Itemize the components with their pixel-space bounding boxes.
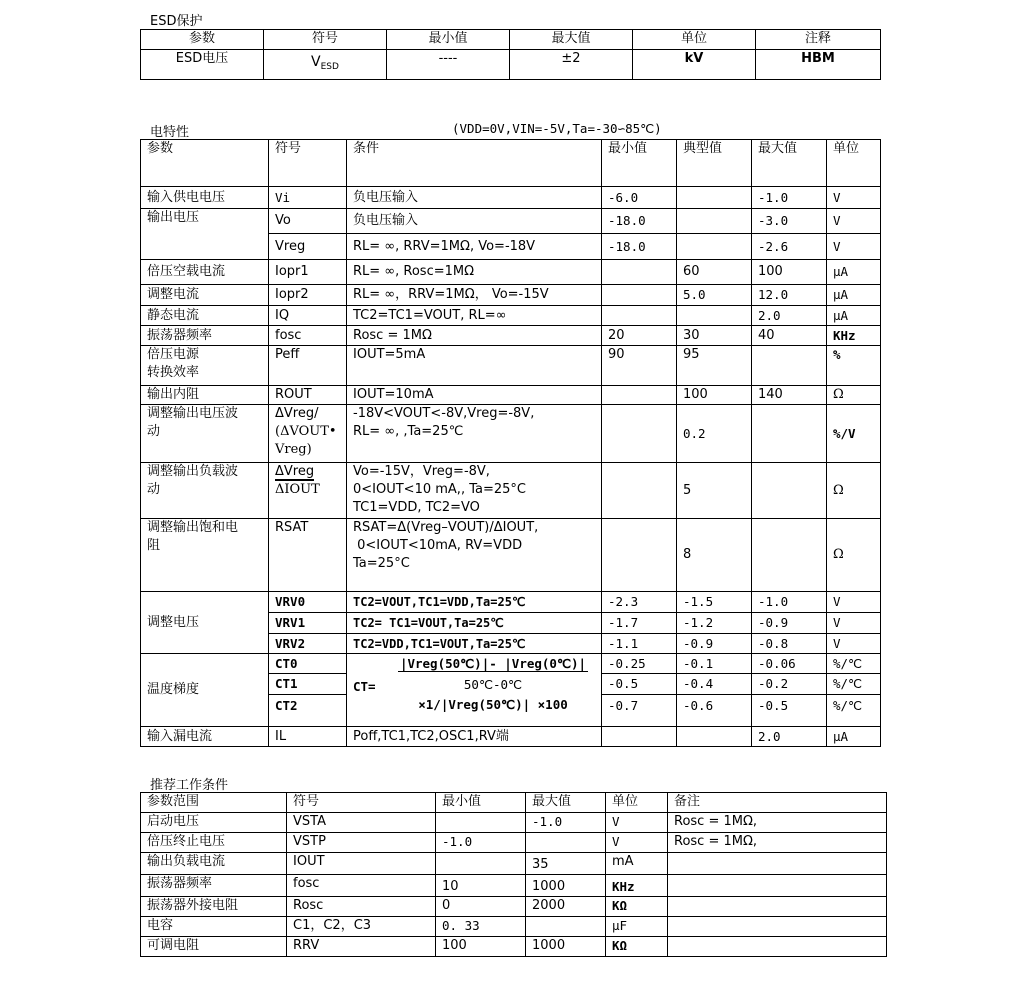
row-unit: V [827, 592, 881, 613]
table-row [141, 405, 881, 463]
row-typ [677, 234, 752, 260]
recommended-table [140, 792, 887, 957]
row-typ: -0.4 [677, 674, 752, 695]
elec-header-min: 最小值 [602, 140, 677, 187]
row-symbol: CT1 [269, 674, 347, 695]
esd-param: ESD电压 [141, 50, 264, 80]
row-max: -3.0 [752, 209, 827, 234]
row-typ: 60 [677, 260, 752, 285]
elec-header-typ: 典型值 [677, 140, 752, 187]
row-symbol: CT0 [269, 654, 347, 674]
rec-max: 1000 [526, 875, 606, 897]
row-param: 输出内阻 [141, 386, 269, 405]
row-cond: RL= ∞，RRV=1MΩ， Vo=-15V [347, 285, 602, 306]
formula-multiplier: ×1/|Vreg(50℃)| ×100 [418, 697, 568, 712]
row-param: 输入供电电压 [141, 187, 269, 209]
row-unit: % [827, 346, 881, 386]
row-param [141, 463, 269, 519]
row-min: -1.1 [602, 634, 677, 654]
row-unit: KHz [827, 326, 881, 346]
row-param: 输入漏电流 [141, 727, 269, 747]
rec-param: 倍压终止电压 [141, 833, 287, 853]
rec-unit: KΩ [606, 937, 668, 957]
rec-max: 2000 [526, 897, 606, 917]
electrical-header-row [141, 140, 881, 187]
row-param-line: 调整输出电压波 [147, 406, 239, 421]
row-param: 倍压空载电流 [141, 260, 269, 285]
row-param-line: 动 [147, 482, 161, 497]
elec-header-param: 参数 [141, 140, 269, 187]
rec-param: 振荡器外接电阻 [141, 897, 287, 917]
table-row [141, 326, 881, 346]
row-max: -0.8 [752, 634, 827, 654]
row-cond-line: -18V<VOUT<-8V,Vreg=-8V, [353, 406, 535, 421]
esd-header-min: 最小值 [387, 30, 510, 50]
row-max: 40 [752, 326, 827, 346]
rec-note: Rosc = 1MΩ, [668, 833, 887, 853]
esd-title: ESD保护 [150, 14, 203, 29]
row-min [602, 463, 677, 519]
rec-symbol: IOUT [287, 853, 436, 875]
row-unit: μA [827, 727, 881, 747]
electrical-table [140, 139, 881, 747]
row-unit: Ω [827, 463, 881, 519]
rec-param: 振荡器频率 [141, 875, 287, 897]
esd-table [140, 29, 881, 80]
row-max: 2.0 [752, 306, 827, 326]
row-unit: Ω [827, 386, 881, 405]
elec-header-unit: 单位 [827, 140, 881, 187]
esd-note: HBM [756, 50, 881, 80]
rec-header-note: 备注 [668, 793, 887, 813]
row-unit: Ω [827, 519, 881, 592]
table-row [141, 813, 887, 833]
rec-header-min: 最小值 [436, 793, 526, 813]
row-symbol: Vreg [269, 234, 347, 260]
electrical-conditions-note: (VDD=0V,VIN=-5V,Ta=-30∽85℃) [452, 121, 662, 136]
row-max: -0.06 [752, 654, 827, 674]
row-max [752, 405, 827, 463]
row-symbol: Vo [269, 209, 347, 234]
esd-min: ---- [387, 50, 510, 80]
row-typ: 30 [677, 326, 752, 346]
rec-min: 100 [436, 937, 526, 957]
row-param: 温度梯度 [141, 654, 269, 727]
row-unit: %/V [827, 405, 881, 463]
row-max: -0.5 [752, 695, 827, 727]
rec-param: 输出负载电流 [141, 853, 287, 875]
row-param [141, 519, 269, 592]
row-min [602, 306, 677, 326]
row-symbol: CT2 [269, 695, 347, 727]
row-max: -2.6 [752, 234, 827, 260]
rec-param: 启动电压 [141, 813, 287, 833]
row-unit: %/℃ [827, 674, 881, 695]
row-cond: Rosc = 1MΩ [347, 326, 602, 346]
row-param-line: 倍压电源 [147, 347, 200, 362]
table-row [141, 209, 881, 234]
esd-header-unit: 单位 [633, 30, 756, 50]
recommended-title: 推荐工作条件 [150, 778, 229, 793]
esd-max: ±2 [510, 50, 633, 80]
row-typ: 8 [677, 519, 752, 592]
row-min: -2.3 [602, 592, 677, 613]
table-row [141, 875, 887, 897]
row-symbol: Iopr2 [269, 285, 347, 306]
row-symbol: VRV2 [269, 634, 347, 654]
esd-header-param: 参数 [141, 30, 264, 50]
row-cond: IOUT=10mA [347, 386, 602, 405]
esd-data-row [141, 50, 881, 80]
rec-note [668, 917, 887, 937]
row-cond: 负电压输入 [347, 209, 602, 234]
row-min: -0.7 [602, 695, 677, 727]
row-symbol: fosc [269, 326, 347, 346]
row-min: -0.25 [602, 654, 677, 674]
row-unit: V [827, 209, 881, 234]
row-symbol-line: (ΔVOUT• [275, 424, 337, 439]
row-cond-line: TC1=VDD, TC2=VO [353, 500, 480, 515]
rec-note [668, 875, 887, 897]
esd-header-symbol: 符号 [264, 30, 387, 50]
rec-min: -1.0 [436, 833, 526, 853]
rec-symbol: VSTP [287, 833, 436, 853]
row-typ: 95 [677, 346, 752, 386]
rec-max: 35 [526, 853, 606, 875]
row-typ: 100 [677, 386, 752, 405]
row-param-line: 调整输出饱和电 [147, 520, 239, 535]
row-unit: V [827, 613, 881, 634]
row-min: 90 [602, 346, 677, 386]
row-max: -1.0 [752, 592, 827, 613]
row-symbol [269, 405, 347, 463]
rec-unit: mA [606, 853, 668, 875]
row-min [602, 405, 677, 463]
row-max: -0.2 [752, 674, 827, 695]
rec-symbol: Rosc [287, 897, 436, 917]
row-unit: V [827, 234, 881, 260]
row-symbol: ROUT [269, 386, 347, 405]
row-symbol-line: ΔIOUT [275, 482, 320, 497]
rec-unit: KHz [606, 875, 668, 897]
table-row [141, 833, 887, 853]
row-param-line: 调整输出负载波 [147, 464, 239, 479]
row-symbol: VRV0 [269, 592, 347, 613]
table-row [141, 306, 881, 326]
row-symbol: VRV1 [269, 613, 347, 634]
row-cond [347, 405, 602, 463]
row-unit: μA [827, 306, 881, 326]
row-cond: IOUT=5mA [347, 346, 602, 386]
row-cond-line: Vo=-15V，Vreg=-8V, [353, 464, 490, 479]
row-min [602, 519, 677, 592]
row-param: 振荡器频率 [141, 326, 269, 346]
rec-header-param: 参数范围 [141, 793, 287, 813]
row-symbol: Vi [269, 187, 347, 209]
row-cond: TC2=VOUT,TC1=VDD,Ta=25℃ [347, 592, 602, 613]
table-row [141, 346, 881, 386]
rec-unit: μF [606, 917, 668, 937]
row-min [602, 727, 677, 747]
row-unit: %/℃ [827, 654, 881, 674]
row-symbol: Iopr1 [269, 260, 347, 285]
rec-note [668, 897, 887, 917]
rec-min [436, 813, 526, 833]
formula-numerator [391, 655, 595, 673]
row-max: 2.0 [752, 727, 827, 747]
row-max: -0.9 [752, 613, 827, 634]
row-param: 输出电压 [141, 209, 269, 260]
rec-symbol: RRV [287, 937, 436, 957]
row-min [602, 285, 677, 306]
row-typ: 0.2 [677, 405, 752, 463]
row-cond [347, 463, 602, 519]
recommended-header-row [141, 793, 887, 813]
table-row [141, 463, 881, 519]
table-row [141, 897, 887, 917]
rec-symbol: fosc [287, 875, 436, 897]
row-max: 140 [752, 386, 827, 405]
table-row [141, 853, 887, 875]
formula-ct-label: CT= [353, 679, 376, 694]
row-typ: -0.6 [677, 695, 752, 727]
row-min: -1.7 [602, 613, 677, 634]
row-typ: 5.0 [677, 285, 752, 306]
row-cond: 负电压输入 [347, 187, 602, 209]
table-row [141, 519, 881, 592]
row-cond-line: Ta=25°C [353, 556, 410, 571]
row-typ: 5 [677, 463, 752, 519]
rec-symbol: C1，C2，C3 [287, 917, 436, 937]
esd-header-note: 注释 [756, 30, 881, 50]
row-typ [677, 727, 752, 747]
row-param-line: 阻 [147, 538, 161, 553]
elec-header-max: 最大值 [752, 140, 827, 187]
row-symbol: RSAT [269, 519, 347, 592]
row-param [141, 405, 269, 463]
rec-min [436, 853, 526, 875]
row-max: -1.0 [752, 187, 827, 209]
row-cond-line: 0<IOUT<10 mA,, Ta=25°C [353, 482, 526, 497]
rec-min: 0 [436, 897, 526, 917]
rec-min: 0. 33 [436, 917, 526, 937]
table-row [141, 727, 881, 747]
table-row [141, 187, 881, 209]
row-param [141, 346, 269, 386]
row-symbol-line: Vreg) [275, 442, 312, 457]
row-unit: V [827, 634, 881, 654]
rec-max: -1.0 [526, 813, 606, 833]
esd-unit: kV [633, 50, 756, 80]
row-cond: TC2=VDD,TC1=VOUT,Ta=25℃ [347, 634, 602, 654]
row-cond [347, 519, 602, 592]
rec-param: 可调电阻 [141, 937, 287, 957]
row-cond: TC2= TC1=VOUT,Ta=25℃ [347, 613, 602, 634]
row-cond-line: RL= ∞, ,Ta=25℃ [353, 424, 464, 439]
table-row [141, 260, 881, 285]
rec-min: 10 [436, 875, 526, 897]
esd-symbol [264, 50, 387, 80]
rec-unit: V [606, 813, 668, 833]
rec-header-unit: 单位 [606, 793, 668, 813]
row-symbol: IL [269, 727, 347, 747]
rec-header-symbol: 符号 [287, 793, 436, 813]
rec-max [526, 833, 606, 853]
row-min [602, 260, 677, 285]
row-cond: TC2=TC1=VOUT, RL=∞ [347, 306, 602, 326]
formula-denominator: 50℃-0℃ [463, 677, 523, 692]
row-typ [677, 187, 752, 209]
row-typ [677, 209, 752, 234]
row-param-line: 动 [147, 424, 161, 439]
esd-symbol-sub: ESD [320, 62, 339, 72]
rec-unit: V [606, 833, 668, 853]
table-row [141, 937, 887, 957]
row-symbol-line: ΔVreg [275, 464, 315, 479]
row-param: 调整电流 [141, 285, 269, 306]
rec-note [668, 937, 887, 957]
row-param-line: 转换效率 [147, 365, 200, 380]
row-typ: -0.1 [677, 654, 752, 674]
row-typ [677, 306, 752, 326]
row-unit: μA [827, 285, 881, 306]
elec-header-cond: 条件 [347, 140, 602, 187]
rec-max: 1000 [526, 937, 606, 957]
rec-symbol: VSTA [287, 813, 436, 833]
rec-param: 电容 [141, 917, 287, 937]
row-min: -18.0 [602, 234, 677, 260]
row-typ: -1.5 [677, 592, 752, 613]
row-cond: Poff,TC1,TC2,OSC1,RV端 [347, 727, 602, 747]
table-row [141, 917, 887, 937]
row-cond: RL= ∞, Rosc=1MΩ [347, 260, 602, 285]
rec-header-max: 最大值 [526, 793, 606, 813]
esd-header-row [141, 30, 881, 50]
row-cond-line: RSAT=Δ(Vreg–VOUT)/ΔIOUT, [353, 520, 539, 535]
row-cond: RL= ∞, RRV=1MΩ, Vo=-18V [347, 234, 602, 260]
row-min: -18.0 [602, 209, 677, 234]
row-min: -6.0 [602, 187, 677, 209]
temp-gradient-formula [347, 654, 602, 727]
esd-symbol-main: V [311, 54, 321, 70]
row-max [752, 346, 827, 386]
row-unit: μA [827, 260, 881, 285]
elec-header-symbol: 符号 [269, 140, 347, 187]
row-max: 12.0 [752, 285, 827, 306]
row-unit: %/℃ [827, 695, 881, 727]
row-max [752, 463, 827, 519]
esd-header-max: 最大值 [510, 30, 633, 50]
table-row [141, 592, 881, 613]
rec-max [526, 917, 606, 937]
row-symbol-line: ΔVreg/ [275, 406, 319, 421]
row-typ: -0.9 [677, 634, 752, 654]
row-symbol: IQ [269, 306, 347, 326]
rec-unit: KΩ [606, 897, 668, 917]
table-row [141, 285, 881, 306]
row-param: 静态电流 [141, 306, 269, 326]
table-row [141, 654, 881, 674]
row-param: 调整电压 [141, 592, 269, 654]
rec-note: Rosc = 1MΩ, [668, 813, 887, 833]
row-symbol [269, 463, 347, 519]
row-typ: -1.2 [677, 613, 752, 634]
row-min: 20 [602, 326, 677, 346]
row-min: -0.5 [602, 674, 677, 695]
rec-note [668, 853, 887, 875]
electrical-title: 电特性 [150, 125, 190, 140]
row-max [752, 519, 827, 592]
table-row [141, 386, 881, 405]
row-symbol: Peff [269, 346, 347, 386]
row-cond-line: 0<IOUT<10mA, RV=VDD [353, 538, 523, 553]
row-unit: V [827, 187, 881, 209]
formula-numerator-text: |Vreg(50℃)|- |Vreg(0℃)| [399, 656, 587, 671]
row-max: 100 [752, 260, 827, 285]
row-min [602, 386, 677, 405]
